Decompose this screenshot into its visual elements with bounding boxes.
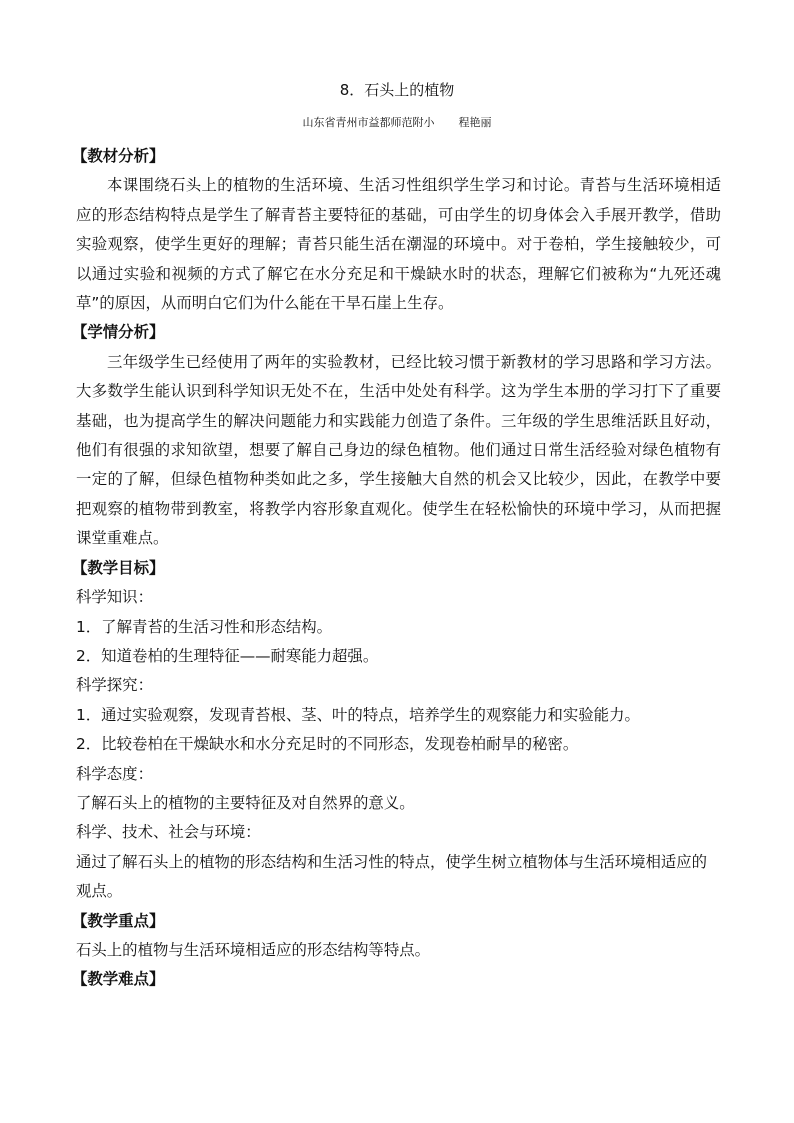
author-line (0, 115, 794, 131)
goal-knowledge-1: 1．了解青苔的生活习性和形态结构。 (76, 617, 333, 636)
document-title: 8．石头上的植物 (339, 81, 455, 99)
goal-inquiry-1: 1．通过实验观察，发现青苔根、茎、叶的特点，培养学生的观察能力和实验能力。 (76, 705, 640, 724)
author-school: 山东省青州市益都师范附小 (302, 116, 435, 129)
heading-key-points: 【教学重点】 (72, 911, 165, 930)
paragraph-materials-analysis: 本课围绕石头上的植物的生活环境、生活习性组织学生学习和讨论。青苔与生活环境相适应的形态结构特点是学生了解青苔主要特征的基础，可由学生的切身体会入手展开教学，借助实验观察，使学生更好的理解；青苔只能生活在潮湿的环境中。对于卷柏，学生接触较少，可以通过实验和视频的方式了解它在水分充足和干燥缺水时的状态，理解它们被称为“九死还魂草”的原因，从而明白它们为什么能在干旱石崖上生存。 (76, 176, 721, 313)
author-name: 程艳丽 (458, 116, 492, 129)
heading-teaching-goals: 【教学目标】 (72, 558, 165, 577)
label-science-knowledge: 科学知识： (76, 588, 153, 607)
label-science-attitude: 科学态度： (76, 764, 153, 783)
document-body (72, 142, 721, 995)
goal-attitude-1: 了解石头上的植物的主要特征及对自然界的意义。 (76, 793, 415, 812)
label-sts: 科学、技术、社会与环境： (76, 823, 261, 842)
goal-sts-1: 通过了解石头上的植物的形态结构和生活习性的特点，使学生树立植物体与生活环境相适应的观点。 (76, 852, 708, 901)
heading-learner-analysis: 【学情分析】 (72, 323, 165, 342)
goal-inquiry-2: 2．比较卷柏在干燥缺水和水分充足时的不同形态，发现卷柏耐旱的秘密。 (76, 735, 579, 754)
heading-difficulties: 【教学难点】 (72, 970, 165, 989)
paragraph-key-points: 石头上的植物与生活环境相适应的形态结构等特点。 (76, 940, 430, 959)
label-science-inquiry: 科学探究： (76, 676, 153, 695)
goal-knowledge-2: 2．知道卷柏的生理特征——耐寒能力超强。 (76, 646, 379, 665)
heading-materials-analysis: 【教材分析】 (72, 147, 165, 165)
paragraph-learner-analysis: 三年级学生已经使用了两年的实验教材，已经比较习惯于新教材的学习思路和学习方法。大多数学生能认识到科学知识无处不在，生活中处处有科学。这为学生本册的学习打下了重要基础，也为提高学生的解决问题能力和实践能力创造了条件。三年级的学生思维活跃且好动，他们有很强的求知欲望，想要了解自己身边的绿色植物。他们通过日常生活经验对绿色植物有一定的了解，但绿色植物种类如此之多，学生接触大自然的机会又比较少，因此，在教学中要把观察的植物带到教室，将教学内容形象直观化。使学生在轻松愉快的环境中学习，从而把握课堂重难点。 (76, 352, 721, 548)
